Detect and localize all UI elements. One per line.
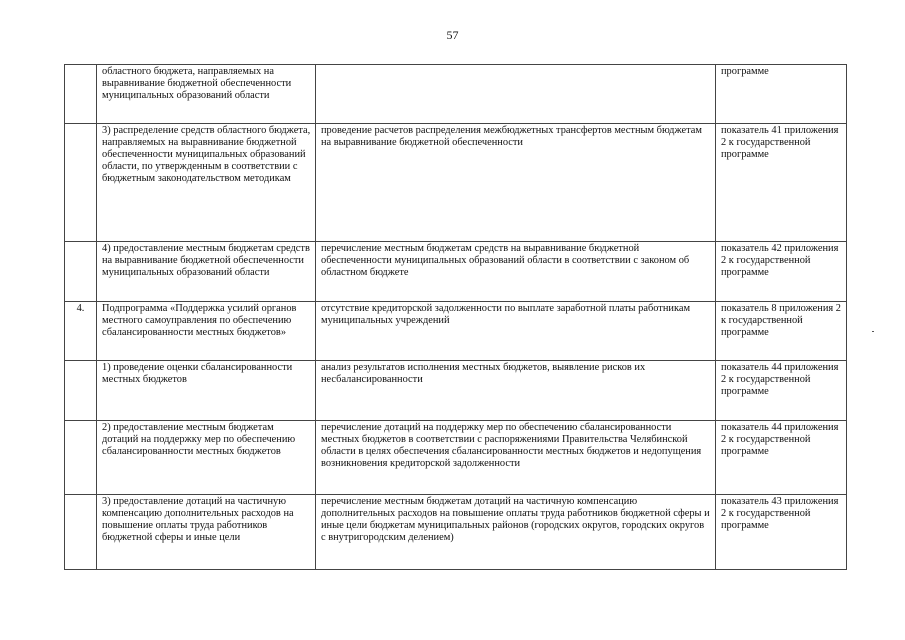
program-activities-table — [64, 64, 847, 570]
row-number-cell: 4. — [65, 302, 97, 361]
indicator-cell: показатель 42 приложения 2 к государственной программе — [716, 242, 847, 302]
table-row — [65, 495, 847, 570]
table-row — [65, 361, 847, 421]
table-row — [65, 242, 847, 302]
indicator-cell: показатель 41 приложения 2 к государственной программе — [716, 124, 847, 242]
row-number-cell — [65, 361, 97, 421]
scan-mark — [872, 331, 874, 332]
activity-cell: 3) предоставление дотаций на частичную компенсацию дополнительных расходов на повышение оплаты труда работников бюджетной сферы и иные цели — [97, 495, 316, 570]
table-row — [65, 302, 847, 361]
row-number-cell — [65, 242, 97, 302]
table-row — [65, 421, 847, 495]
result-cell: перечисление местным бюджетам средств на выравнивание бюджетной обеспеченности муниципальных образований области в соответствии с законом об областном бюджете — [316, 242, 716, 302]
row-number-cell — [65, 65, 97, 124]
row-number-cell — [65, 124, 97, 242]
indicator-cell: показатель 8 приложения 2 к государственной программе — [716, 302, 847, 361]
activity-cell: 4) предоставление местным бюджетам средств на выравнивание бюджетной обеспеченности муниципальных образований области — [97, 242, 316, 302]
row-number-cell — [65, 495, 97, 570]
result-cell — [316, 65, 716, 124]
row-number-cell — [65, 421, 97, 495]
result-cell: перечисление дотаций на поддержку мер по обеспечению сбалансированности местных бюджетов в соответствии с распоряжениями Правительства Челябинской области в целях обеспечения сбалансированности местных бюджетов и недопущения возникновения кредиторской задолженности — [316, 421, 716, 495]
activity-cell: 2) предоставление местным бюджетам дотаций на поддержку мер по обеспечению сбалансированности местных бюджетов — [97, 421, 316, 495]
indicator-cell: программе — [716, 65, 847, 124]
result-cell: анализ результатов исполнения местных бюджетов, выявление рисков их несбалансированности — [316, 361, 716, 421]
table-row — [65, 124, 847, 242]
activity-cell: 3) распределение средств областного бюджета, направляемых на выравнивание бюджетной обеспеченности муниципальных образований области, по утвержденным в соответствии с бюджетным законодательством методикам — [97, 124, 316, 242]
result-cell: отсутствие кредиторской задолженности по выплате заработной платы работникам муниципальных учреждений — [316, 302, 716, 361]
table-row — [65, 65, 847, 124]
activity-cell: 1) проведение оценки сбалансированности местных бюджетов — [97, 361, 316, 421]
activity-cell: областного бюджета, направляемых на выравнивание бюджетной обеспеченности муниципальных образований области — [97, 65, 316, 124]
page-number: 57 — [446, 28, 459, 42]
indicator-cell: показатель 44 приложения 2 к государственной программе — [716, 361, 847, 421]
indicator-cell: показатель 43 приложения 2 к государственной программе — [716, 495, 847, 570]
activity-cell: Подпрограмма «Поддержка усилий органов местного самоуправления по обеспечению сбалансированности местных бюджетов» — [97, 302, 316, 361]
result-cell: проведение расчетов распределения межбюджетных трансфертов местным бюджетам на выравнивание бюджетной обеспеченности — [316, 124, 716, 242]
indicator-cell: показатель 44 приложения 2 к государственной программе — [716, 421, 847, 495]
result-cell: перечисление местным бюджетам дотаций на частичную компенсацию дополнительных расходов на повышение оплаты труда работников бюджетной сферы и иные цели бюджетам муниципальных районов (городских округов, городских округов с внутригородским делением) — [316, 495, 716, 570]
